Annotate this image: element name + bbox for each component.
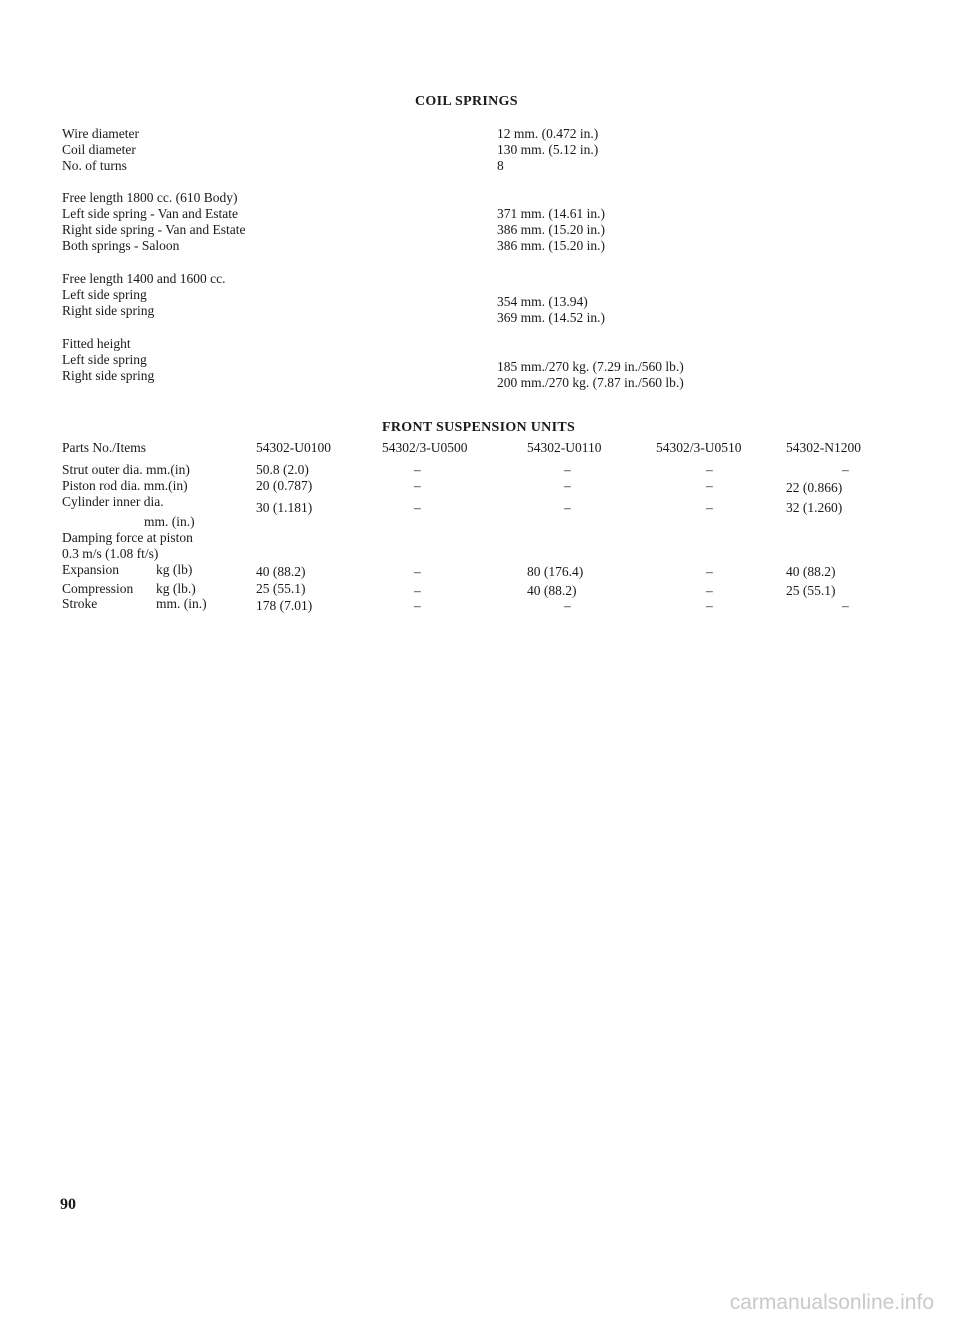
- coil-springs-title: COIL SPRINGS: [415, 94, 518, 109]
- table-cell: –: [706, 583, 713, 598]
- spec-value: 369 mm. (14.52 in.): [497, 310, 605, 325]
- spec-value: 371 mm. (14.61 in.): [497, 206, 605, 221]
- table-cell: –: [564, 500, 571, 515]
- spec-group-label: Free length 1800 cc. (610 Body): [62, 190, 238, 205]
- spec-value: 12 mm. (0.472 in.): [497, 126, 599, 141]
- row-label: Stroke: [62, 596, 98, 611]
- table-cell: 50.8 (2.0): [256, 462, 309, 477]
- table-cell: 40 (88.2): [527, 583, 577, 598]
- table-cell: –: [414, 583, 421, 598]
- front-suspension-title: FRONT SUSPENSION UNITS: [382, 420, 576, 435]
- row-label: Strut outer dia. mm.(in): [62, 462, 190, 477]
- table-cell: 30 (1.181): [256, 500, 313, 515]
- spec-label: Right side spring: [62, 368, 155, 383]
- column-header: 54302/3-U0510: [656, 440, 742, 455]
- table-cell: –: [706, 598, 713, 613]
- table-cell: 40 (88.2): [786, 564, 836, 579]
- table-cell: –: [414, 462, 421, 477]
- table-cell: –: [842, 462, 849, 477]
- row-label: Compression: [62, 581, 134, 596]
- page-number: 90: [60, 1196, 76, 1213]
- column-header: 54302-U0100: [256, 440, 331, 455]
- spec-label: Right side spring: [62, 303, 155, 318]
- row-label: Piston rod dia. mm.(in): [62, 478, 188, 493]
- table-cell: –: [564, 598, 571, 613]
- table-cell: –: [706, 564, 713, 579]
- table-cell: 178 (7.01): [256, 598, 313, 613]
- table-cell: 25 (55.1): [256, 581, 306, 596]
- table-cell: –: [706, 478, 713, 493]
- spec-value: 185 mm./270 kg. (7.29 in./560 lb.): [497, 359, 684, 374]
- row-label: Expansion: [62, 562, 119, 577]
- spec-label: Right side spring - Van and Estate: [62, 222, 246, 237]
- table-cell: 40 (88.2): [256, 564, 306, 579]
- spec-value: 8: [497, 158, 504, 173]
- spec-label: No. of turns: [62, 158, 127, 173]
- table-cell: 80 (176.4): [527, 564, 584, 579]
- table-cell: –: [706, 462, 713, 477]
- row-group-label: 0.3 m/s (1.08 ft/s): [62, 546, 159, 561]
- spec-value: 130 mm. (5.12 in.): [497, 142, 599, 157]
- column-header: 54302-N1200: [786, 440, 861, 455]
- table-cell: –: [414, 478, 421, 493]
- table-cell: 20 (0.787): [256, 478, 313, 493]
- spec-label: Left side spring: [62, 287, 147, 302]
- table-cell: –: [414, 598, 421, 613]
- spec-group-label: Fitted height: [62, 336, 131, 351]
- spec-label: Left side spring - Van and Estate: [62, 206, 238, 221]
- spec-label: Coil diameter: [62, 142, 136, 157]
- column-header: 54302/3-U0500: [382, 440, 468, 455]
- table-cell: 25 (55.1): [786, 583, 836, 598]
- table-cell: 32 (1.260): [786, 500, 843, 515]
- spec-value: 386 mm. (15.20 in.): [497, 238, 605, 253]
- spec-value: 354 mm. (13.94): [497, 294, 588, 309]
- row-unit: mm. (in.): [156, 596, 207, 611]
- table-cell: –: [706, 500, 713, 515]
- table-cell: –: [564, 478, 571, 493]
- table-cell: –: [414, 564, 421, 579]
- row-unit: kg (lb): [156, 562, 193, 577]
- table-cell: –: [564, 462, 571, 477]
- row-label: Cylinder inner dia.: [62, 494, 164, 509]
- table-cell: –: [414, 500, 421, 515]
- table-cell: –: [842, 598, 849, 613]
- row-label-unit: mm. (in.): [144, 514, 195, 529]
- spec-label: Both springs - Saloon: [62, 238, 180, 253]
- table-cell: 22 (0.866): [786, 480, 843, 495]
- spec-group-label: Free length 1400 and 1600 cc.: [62, 271, 226, 286]
- row-unit: kg (lb.): [156, 581, 196, 596]
- column-header: 54302-U0110: [527, 440, 602, 455]
- spec-label: Left side spring: [62, 352, 147, 367]
- spec-value: 386 mm. (15.20 in.): [497, 222, 605, 237]
- table-header-label: Parts No./Items: [62, 440, 146, 455]
- row-group-label: Damping force at piston: [62, 530, 193, 545]
- spec-value: 200 mm./270 kg. (7.87 in./560 lb.): [497, 375, 684, 390]
- spec-label: Wire diameter: [62, 126, 140, 141]
- watermark: carmanualsonline.info: [729, 1291, 934, 1314]
